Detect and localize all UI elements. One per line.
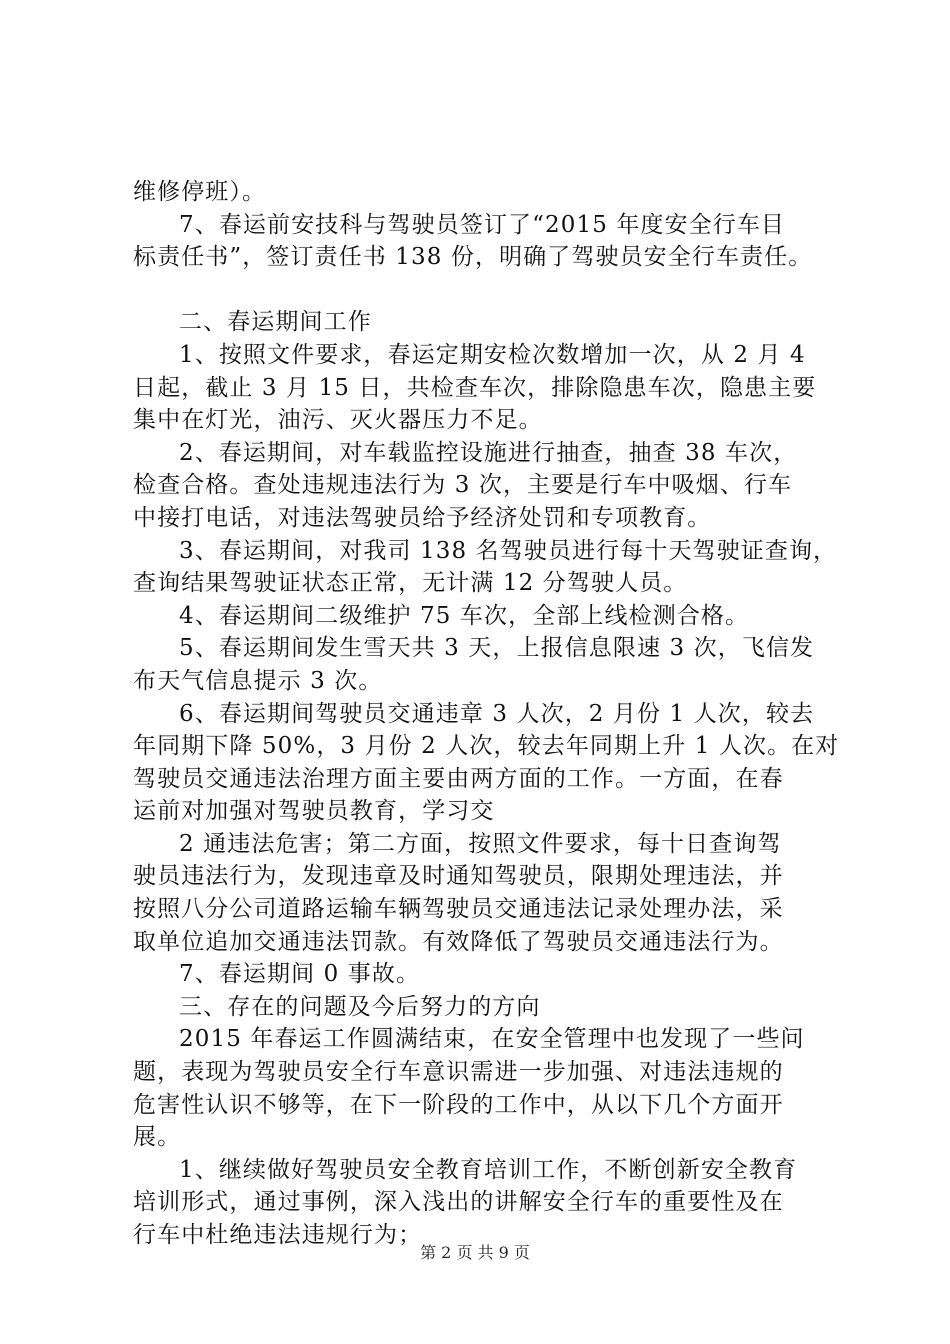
text-line: 检查合格。查处违规违法行为 3 次，主要是行车中吸烟、行车 — [133, 472, 793, 499]
text-line: 4、春运期间二级维护 75 车次，全部上线检测合格。 — [179, 602, 750, 629]
document-body — [133, 176, 840, 1252]
text-line: 展。 — [133, 1124, 182, 1151]
text-line: 驶员违法行为，发现违章及时通知驾驶员，限期处理违法，并 — [133, 863, 784, 890]
text-line: 按照八分公司道路运输车辆驾驶员交通违法记录处理办法，采 — [133, 896, 784, 923]
text-line: 年同期下降 50%，3 月份 2 人次，较去年同期上升 1 人次。在对 — [133, 733, 840, 760]
text-line: 5、春运期间发生雪天共 3 天，上报信息限速 3 次，飞信发 — [179, 635, 815, 662]
text-line: 1、继续做好驾驶员安全教育培训工作，不断创新安全教育 — [179, 1156, 798, 1183]
text-line: 3、春运期间，对我司 138 名驾驶员进行每十天驾驶证查询， — [179, 537, 838, 564]
text-line: 题，表现为驾驶员安全行车意识需进一步加强、对违法违规的 — [133, 1059, 784, 1086]
text-line: 查询结果驾驶证状态正常，无计满 12 分驾驶人员。 — [133, 570, 688, 597]
text-line: 布天气信息提示 3 次。 — [133, 667, 383, 694]
text-line: 标责任书”，签订责任书 138 份，明确了驾驶员安全行车责任。 — [133, 244, 813, 271]
text-line: 维修停班）。 — [133, 179, 267, 205]
text-line: 危害性认识不够等，在下一阶段的工作中，从以下几个方面开 — [133, 1091, 784, 1118]
text-line: 三、存在的问题及今后努力的方向 — [179, 993, 541, 1020]
text-line: 行车中杜绝违法违规行为； — [133, 1222, 423, 1248]
text-line: 取单位追加交通违法罚款。有效降低了驾驶员交通违法行为。 — [133, 928, 784, 955]
text-line: 中接打电话，对违法驾驶员给予经济处罚和专项教育。 — [133, 504, 712, 531]
text-line: 2、春运期间，对车载监控设施进行抽查，抽查 38 车次， — [179, 439, 798, 466]
page-footer: 第 2 页 共 9 页 — [420, 1243, 530, 1262]
text-line: 培训形式，通过事例，深入浅出的讲解安全行车的重要性及在 — [133, 1189, 784, 1216]
text-line: 运前对加强对驾驶员教育，学习交 — [133, 798, 495, 825]
text-line: 7、春运期间 0 事故。 — [179, 961, 421, 988]
text-line: 集中在灯光，油污、灭火器压力不足。 — [133, 407, 543, 434]
text-line: 1、按照文件要求，春运定期安检次数增加一次，从 2 月 4 — [179, 341, 806, 368]
text-line: 日起，截止 3 月 15 日，共检查车次，排除隐患车次，隐患主要 — [133, 374, 817, 401]
blank-line — [133, 274, 833, 307]
text-line: 6、春运期间驾驶员交通违章 3 人次，2 月份 1 人次，较去 — [179, 700, 815, 727]
text-line: 二、春运期间工作 — [179, 309, 372, 336]
text-line: 2 通违法危害；第二方面，按照文件要求，每十日查询驾 — [179, 830, 782, 857]
text-line: 7、春运前安技科与驾驶员签订了“2015 年度安全行车目 — [179, 211, 786, 238]
text-line: 驾驶员交通违法治理方面主要由两方面的工作。一方面，在春 — [133, 765, 784, 792]
text-line: 2015 年春运工作圆满结束，在安全管理中也发现了一些问 — [179, 1026, 805, 1053]
